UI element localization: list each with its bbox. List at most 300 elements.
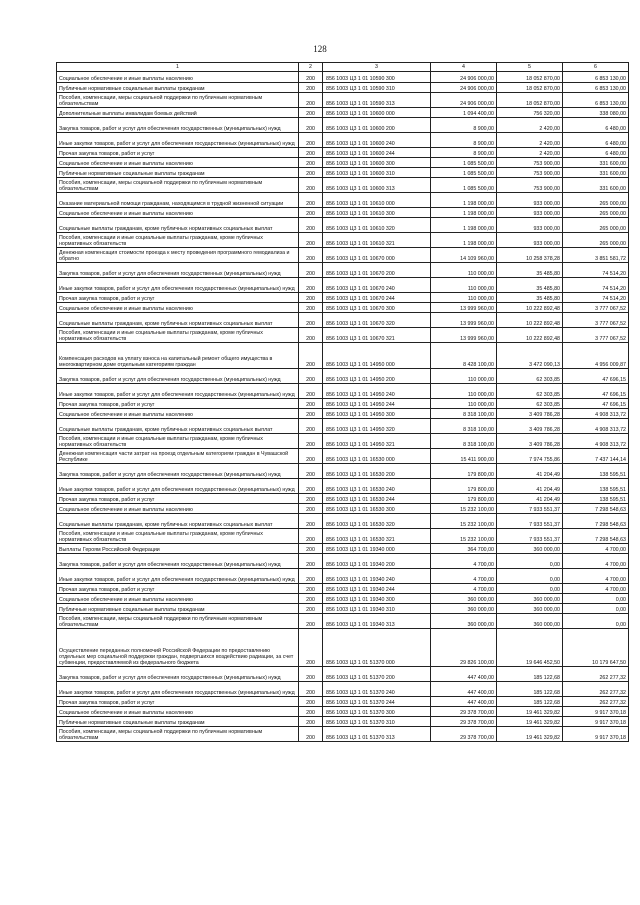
row-kbk-cell: 856 1003 Ц3 1 01 51370 313: [323, 727, 431, 742]
row-executed-cell: 35 485,80: [497, 263, 563, 278]
header-cell: 3: [323, 63, 431, 72]
row-name-cell: Социальное обеспечение и иные выплаты населению: [57, 504, 299, 514]
row-plan-cell: 29 378 700,00: [431, 717, 497, 727]
row-name-cell: Социальное обеспечение и иные выплаты населению: [57, 409, 299, 419]
row-plan-cell: 110 000,00: [431, 293, 497, 303]
table-row: [57, 419, 629, 434]
row-code-cell: 200: [299, 727, 323, 742]
row-name-cell: Осуществление переданных полномочий Российской Федерации по предоставлению отдельных мер социальной поддержки граждан, подвергшихся воздействию радиации, за счет субвенции, предоставляемой из федерального бюджета: [57, 629, 299, 667]
row-plan-cell: 179 800,00: [431, 479, 497, 494]
table-row: [57, 494, 629, 504]
row-remaining-cell: 6 853 130,00: [563, 93, 629, 108]
row-executed-cell: 7 933 551,37: [497, 514, 563, 529]
row-code-cell: 200: [299, 399, 323, 409]
row-plan-cell: 13 999 960,00: [431, 328, 497, 343]
row-executed-cell: 35 485,80: [497, 293, 563, 303]
row-executed-cell: 185 122,68: [497, 697, 563, 707]
row-kbk-cell: 856 1003 Ц3 1 01 10670 321: [323, 328, 431, 343]
row-kbk-cell: 856 1003 Ц3 1 01 10600 313: [323, 178, 431, 193]
row-code-cell: 200: [299, 233, 323, 248]
row-remaining-cell: 74 514,20: [563, 293, 629, 303]
row-remaining-cell: 3 777 067,52: [563, 328, 629, 343]
table-row: [57, 208, 629, 218]
row-kbk-cell: 856 1003 Ц3 1 01 19340 000: [323, 544, 431, 554]
row-plan-cell: 1 198 000,00: [431, 193, 497, 208]
row-kbk-cell: 856 1003 Ц3 1 01 16530 000: [323, 449, 431, 464]
row-remaining-cell: 6 853 130,00: [563, 83, 629, 93]
budget-execution-table: [56, 62, 629, 742]
table-row: [57, 697, 629, 707]
row-code-cell: 200: [299, 594, 323, 604]
row-executed-cell: 3 409 786,28: [497, 409, 563, 419]
row-code-cell: 200: [299, 717, 323, 727]
row-remaining-cell: 262 277,32: [563, 697, 629, 707]
row-kbk-cell: 856 1003 Ц3 1 01 10670 244: [323, 293, 431, 303]
row-kbk-cell: 856 1003 Ц3 1 01 10610 300: [323, 208, 431, 218]
table-row: [57, 313, 629, 328]
row-name-cell: Пособия, компенсации и иные социальные выплаты гражданам, кроме публичных нормативных обязательств: [57, 233, 299, 248]
row-kbk-cell: 856 1003 Ц3 1 01 16530 240: [323, 479, 431, 494]
table-row: [57, 263, 629, 278]
row-code-cell: 200: [299, 148, 323, 158]
row-remaining-cell: 0,00: [563, 614, 629, 629]
row-plan-cell: 360 000,00: [431, 594, 497, 604]
row-plan-cell: 110 000,00: [431, 399, 497, 409]
row-executed-cell: 360 000,00: [497, 614, 563, 629]
table-row: [57, 369, 629, 384]
row-code-cell: 200: [299, 72, 323, 83]
row-code-cell: 200: [299, 629, 323, 667]
row-name-cell: Прочая закупка товаров, работ и услуг: [57, 399, 299, 409]
row-remaining-cell: 331 600,00: [563, 168, 629, 178]
row-kbk-cell: 856 1003 Ц3 1 01 10670 320: [323, 313, 431, 328]
row-code-cell: 200: [299, 494, 323, 504]
row-executed-cell: 7 933 551,37: [497, 529, 563, 544]
row-plan-cell: 110 000,00: [431, 384, 497, 399]
row-plan-cell: 15 232 100,00: [431, 529, 497, 544]
row-remaining-cell: 265 000,00: [563, 208, 629, 218]
row-name-cell: Публичные нормативные социальные выплаты гражданам: [57, 717, 299, 727]
row-remaining-cell: 6 480,00: [563, 118, 629, 133]
table-row: [57, 133, 629, 148]
row-plan-cell: 13 999 960,00: [431, 303, 497, 313]
row-executed-cell: 2 420,00: [497, 133, 563, 148]
row-kbk-cell: 856 1003 Ц3 1 01 10670 300: [323, 303, 431, 313]
table-row: [57, 118, 629, 133]
row-remaining-cell: 4 908 313,72: [563, 419, 629, 434]
row-executed-cell: 360 000,00: [497, 544, 563, 554]
row-plan-cell: 360 000,00: [431, 614, 497, 629]
row-kbk-cell: 856 1003 Ц3 1 01 51370 244: [323, 697, 431, 707]
row-executed-cell: 3 409 786,28: [497, 419, 563, 434]
row-code-cell: 200: [299, 614, 323, 629]
row-remaining-cell: 4 700,00: [563, 569, 629, 584]
row-kbk-cell: 856 1003 Ц3 1 01 10590 300: [323, 72, 431, 83]
row-kbk-cell: 856 1003 Ц3 1 01 10600 300: [323, 158, 431, 168]
row-kbk-cell: 856 1003 Ц3 1 01 10590 310: [323, 83, 431, 93]
row-kbk-cell: 856 1003 Ц3 1 01 51370 240: [323, 682, 431, 697]
row-code-cell: 200: [299, 584, 323, 594]
row-kbk-cell: 856 1003 Ц3 1 01 10600 310: [323, 168, 431, 178]
row-kbk-cell: 856 1003 Ц3 1 01 10670 000: [323, 248, 431, 263]
table-row: [57, 168, 629, 178]
row-plan-cell: 364 700,00: [431, 544, 497, 554]
row-executed-cell: 18 052 870,00: [497, 83, 563, 93]
row-name-cell: Иные закупки товаров, работ и услуг для обеспечения государственных (муниципальных) нужд: [57, 133, 299, 148]
row-executed-cell: 19 461 329,82: [497, 707, 563, 717]
row-kbk-cell: 856 1003 Ц3 1 01 51370 300: [323, 707, 431, 717]
row-name-cell: Дополнительные выплаты инвалидам боевых действий: [57, 108, 299, 118]
row-executed-cell: 0,00: [497, 554, 563, 569]
row-name-cell: Публичные нормативные социальные выплаты гражданам: [57, 83, 299, 93]
row-plan-cell: 4 700,00: [431, 584, 497, 594]
row-remaining-cell: 331 600,00: [563, 178, 629, 193]
row-kbk-cell: 856 1003 Ц3 1 01 19340 310: [323, 604, 431, 614]
row-remaining-cell: 138 595,51: [563, 464, 629, 479]
row-plan-cell: 447 400,00: [431, 667, 497, 682]
row-plan-cell: 179 800,00: [431, 494, 497, 504]
table-row: [57, 604, 629, 614]
row-name-cell: Прочая закупка товаров, работ и услуг: [57, 697, 299, 707]
table-row: [57, 409, 629, 419]
row-name-cell: Пособия, компенсации и иные социальные выплаты гражданам, кроме публичных нормативных обязательств: [57, 328, 299, 343]
table-row: [57, 569, 629, 584]
row-executed-cell: 753 900,00: [497, 178, 563, 193]
row-kbk-cell: 856 1003 Ц3 1 01 10600 240: [323, 133, 431, 148]
row-code-cell: 200: [299, 133, 323, 148]
table-header-row: [57, 63, 629, 72]
row-name-cell: Иные закупки товаров, работ и услуг для обеспечения государственных (муниципальных) нужд: [57, 384, 299, 399]
row-name-cell: Социальные выплаты гражданам, кроме публичных нормативных социальных выплат: [57, 419, 299, 434]
row-remaining-cell: 74 514,20: [563, 263, 629, 278]
row-code-cell: 200: [299, 313, 323, 328]
table-row: [57, 504, 629, 514]
row-plan-cell: 1 198 000,00: [431, 208, 497, 218]
row-remaining-cell: 138 595,51: [563, 494, 629, 504]
row-executed-cell: 10 258 378,28: [497, 248, 563, 263]
row-name-cell: Социальное обеспечение и иные выплаты населению: [57, 208, 299, 218]
row-plan-cell: 447 400,00: [431, 697, 497, 707]
row-code-cell: 200: [299, 544, 323, 554]
row-kbk-cell: 856 1003 Ц3 1 01 51370 200: [323, 667, 431, 682]
row-executed-cell: 19 646 452,50: [497, 629, 563, 667]
table-row: [57, 343, 629, 369]
table-row: [57, 727, 629, 742]
row-name-cell: Пособия, компенсации, меры социальной поддержки по публичным нормативным обязательствам: [57, 727, 299, 742]
row-remaining-cell: 47 696,15: [563, 399, 629, 409]
row-remaining-cell: 6 853 130,00: [563, 72, 629, 83]
row-plan-cell: 8 318 100,00: [431, 419, 497, 434]
table-row: [57, 148, 629, 158]
table-row: [57, 248, 629, 263]
row-executed-cell: 19 461 329,82: [497, 727, 563, 742]
table-row: [57, 682, 629, 697]
row-code-cell: 200: [299, 604, 323, 614]
row-executed-cell: 2 420,00: [497, 118, 563, 133]
table-body: [57, 72, 629, 742]
row-executed-cell: 35 485,80: [497, 278, 563, 293]
table-row: [57, 93, 629, 108]
row-kbk-cell: 856 1003 Ц3 1 01 14950 321: [323, 434, 431, 449]
row-plan-cell: 15 411 900,00: [431, 449, 497, 464]
row-kbk-cell: 856 1003 Ц3 1 01 19340 200: [323, 554, 431, 569]
row-plan-cell: 24 906 000,00: [431, 93, 497, 108]
row-code-cell: 200: [299, 178, 323, 193]
row-kbk-cell: 856 1003 Ц3 1 01 14950 000: [323, 343, 431, 369]
row-remaining-cell: 0,00: [563, 604, 629, 614]
row-name-cell: Денежная компенсация части затрат на проезд отдельным категориям граждан в Чувашской Республике: [57, 449, 299, 464]
row-remaining-cell: 4 908 313,72: [563, 434, 629, 449]
row-code-cell: 200: [299, 707, 323, 717]
row-name-cell: Социальное обеспечение и иные выплаты населению: [57, 594, 299, 604]
row-name-cell: Закупка товаров, работ и услуг для обеспечения государственных (муниципальных) нужд: [57, 464, 299, 479]
row-plan-cell: 179 800,00: [431, 464, 497, 479]
row-name-cell: Пособия, компенсации и иные социальные выплаты гражданам, кроме публичных нормативных обязательств: [57, 434, 299, 449]
row-plan-cell: 8 900,00: [431, 133, 497, 148]
row-executed-cell: 62 303,85: [497, 384, 563, 399]
row-code-cell: 200: [299, 303, 323, 313]
row-remaining-cell: 138 595,51: [563, 479, 629, 494]
row-kbk-cell: 856 1003 Ц3 1 01 51370 310: [323, 717, 431, 727]
row-kbk-cell: 856 1003 Ц3 1 01 10600 200: [323, 118, 431, 133]
row-code-cell: 200: [299, 83, 323, 93]
row-name-cell: Публичные нормативные социальные выплаты гражданам: [57, 604, 299, 614]
row-remaining-cell: 262 277,32: [563, 667, 629, 682]
row-code-cell: 200: [299, 278, 323, 293]
row-code-cell: 200: [299, 697, 323, 707]
row-name-cell: Закупка товаров, работ и услуг для обеспечения государственных (муниципальных) нужд: [57, 554, 299, 569]
row-name-cell: Прочая закупка товаров, работ и услуг: [57, 293, 299, 303]
row-name-cell: Компенсация расходов на уплату взноса на капитальный ремонт общего имущества в многоквартирном доме отдельным категориям граждан: [57, 343, 299, 369]
row-name-cell: Социальные выплаты гражданам, кроме публичных нормативных социальных выплат: [57, 313, 299, 328]
table-row: [57, 193, 629, 208]
table-row: [57, 303, 629, 313]
row-kbk-cell: 856 1003 Ц3 1 01 14950 244: [323, 399, 431, 409]
row-name-cell: Пособия, компенсации, меры социальной поддержки по публичным нормативным обязательствам: [57, 614, 299, 629]
row-name-cell: Закупка товаров, работ и услуг для обеспечения государственных (муниципальных) нужд: [57, 369, 299, 384]
table-row: [57, 629, 629, 667]
row-name-cell: Закупка товаров, работ и услуг для обеспечения государственных (муниципальных) нужд: [57, 263, 299, 278]
row-code-cell: 200: [299, 667, 323, 682]
row-remaining-cell: 9 917 370,18: [563, 717, 629, 727]
row-name-cell: Выплаты Героям Российской Федерации: [57, 544, 299, 554]
table-row: [57, 293, 629, 303]
row-plan-cell: 8 318 100,00: [431, 409, 497, 419]
row-code-cell: 200: [299, 343, 323, 369]
table-row: [57, 717, 629, 727]
row-kbk-cell: 856 1003 Ц3 1 01 14950 320: [323, 419, 431, 434]
table-row: [57, 479, 629, 494]
table-row: [57, 544, 629, 554]
header-cell: 1: [57, 63, 299, 72]
row-executed-cell: 753 900,00: [497, 168, 563, 178]
row-executed-cell: 10 222 892,48: [497, 303, 563, 313]
row-remaining-cell: 10 179 647,50: [563, 629, 629, 667]
row-code-cell: 200: [299, 479, 323, 494]
row-executed-cell: 3 472 090,13: [497, 343, 563, 369]
row-remaining-cell: 0,00: [563, 594, 629, 604]
row-kbk-cell: 856 1003 Ц3 1 01 14950 300: [323, 409, 431, 419]
row-kbk-cell: 856 1003 Ц3 1 01 10600 244: [323, 148, 431, 158]
row-code-cell: 200: [299, 263, 323, 278]
row-executed-cell: 62 303,85: [497, 369, 563, 384]
row-remaining-cell: 7 298 548,63: [563, 514, 629, 529]
row-plan-cell: 4 700,00: [431, 569, 497, 584]
row-name-cell: Социальное обеспечение и иные выплаты населению: [57, 303, 299, 313]
table-row: [57, 554, 629, 569]
row-name-cell: Иные закупки товаров, работ и услуг для обеспечения государственных (муниципальных) нужд: [57, 278, 299, 293]
row-executed-cell: 41 204,49: [497, 479, 563, 494]
row-executed-cell: 933 000,00: [497, 218, 563, 233]
row-code-cell: 200: [299, 248, 323, 263]
row-executed-cell: 18 052 870,00: [497, 93, 563, 108]
row-remaining-cell: 9 917 370,18: [563, 707, 629, 717]
row-code-cell: 200: [299, 218, 323, 233]
table-row: [57, 158, 629, 168]
row-executed-cell: 3 409 786,28: [497, 434, 563, 449]
row-plan-cell: 110 000,00: [431, 278, 497, 293]
row-name-cell: Иные закупки товаров, работ и услуг для обеспечения государственных (муниципальных) нужд: [57, 479, 299, 494]
row-code-cell: 200: [299, 93, 323, 108]
row-code-cell: 200: [299, 464, 323, 479]
row-name-cell: Социальное обеспечение и иные выплаты населению: [57, 707, 299, 717]
row-plan-cell: 15 232 100,00: [431, 504, 497, 514]
table-row: [57, 614, 629, 629]
row-name-cell: Закупка товаров, работ и услуг для обеспечения государственных (муниципальных) нужд: [57, 118, 299, 133]
row-name-cell: Социальное обеспечение и иные выплаты населению: [57, 72, 299, 83]
row-kbk-cell: 856 1003 Ц3 1 01 10670 240: [323, 278, 431, 293]
table-row: [57, 707, 629, 717]
row-kbk-cell: 856 1003 Ц3 1 01 16530 200: [323, 464, 431, 479]
row-code-cell: 200: [299, 293, 323, 303]
row-plan-cell: 13 999 960,00: [431, 313, 497, 328]
row-executed-cell: 2 420,00: [497, 148, 563, 158]
row-executed-cell: 933 000,00: [497, 233, 563, 248]
row-kbk-cell: 856 1003 Ц3 1 01 10600 000: [323, 108, 431, 118]
row-code-cell: 200: [299, 569, 323, 584]
table-row: [57, 83, 629, 93]
row-plan-cell: 8 900,00: [431, 118, 497, 133]
row-code-cell: 200: [299, 384, 323, 399]
row-remaining-cell: 7 298 548,63: [563, 504, 629, 514]
row-plan-cell: 29 378 700,00: [431, 707, 497, 717]
row-plan-cell: 24 906 000,00: [431, 83, 497, 93]
row-remaining-cell: 4 956 009,87: [563, 343, 629, 369]
row-remaining-cell: 6 480,00: [563, 133, 629, 148]
row-executed-cell: 62 303,85: [497, 399, 563, 409]
row-executed-cell: 7 974 755,86: [497, 449, 563, 464]
row-remaining-cell: 7 437 144,14: [563, 449, 629, 464]
row-remaining-cell: 4 700,00: [563, 544, 629, 554]
row-executed-cell: 360 000,00: [497, 604, 563, 614]
table-row: [57, 464, 629, 479]
row-code-cell: 200: [299, 158, 323, 168]
row-name-cell: Социальные выплаты гражданам, кроме публичных нормативных социальных выплат: [57, 218, 299, 233]
row-kbk-cell: 856 1003 Ц3 1 01 19340 240: [323, 569, 431, 584]
row-code-cell: 200: [299, 682, 323, 697]
row-code-cell: 200: [299, 409, 323, 419]
table-row: [57, 233, 629, 248]
row-executed-cell: 185 122,68: [497, 682, 563, 697]
row-plan-cell: 447 400,00: [431, 682, 497, 697]
row-executed-cell: 0,00: [497, 584, 563, 594]
row-plan-cell: 1 085 500,00: [431, 178, 497, 193]
row-kbk-cell: 856 1003 Ц3 1 01 16530 244: [323, 494, 431, 504]
row-code-cell: 200: [299, 529, 323, 544]
row-executed-cell: 41 204,49: [497, 494, 563, 504]
row-plan-cell: 29 826 100,00: [431, 629, 497, 667]
row-remaining-cell: 6 480,00: [563, 148, 629, 158]
row-code-cell: 200: [299, 208, 323, 218]
table-row: [57, 584, 629, 594]
row-kbk-cell: 856 1003 Ц3 1 01 10610 320: [323, 218, 431, 233]
row-code-cell: 200: [299, 449, 323, 464]
row-executed-cell: 933 000,00: [497, 193, 563, 208]
row-remaining-cell: 262 277,32: [563, 682, 629, 697]
row-remaining-cell: 4 700,00: [563, 554, 629, 569]
row-executed-cell: 753 900,00: [497, 158, 563, 168]
row-name-cell: Пособия, компенсации и иные социальные выплаты гражданам, кроме публичных нормативных обязательств: [57, 529, 299, 544]
row-plan-cell: 8 318 100,00: [431, 434, 497, 449]
row-kbk-cell: 856 1003 Ц3 1 01 16530 321: [323, 529, 431, 544]
row-plan-cell: 1 198 000,00: [431, 233, 497, 248]
row-name-cell: Закупка товаров, работ и услуг для обеспечения государственных (муниципальных) нужд: [57, 667, 299, 682]
row-remaining-cell: 9 917 370,18: [563, 727, 629, 742]
row-name-cell: Прочая закупка товаров, работ и услуг: [57, 584, 299, 594]
row-remaining-cell: 3 777 067,52: [563, 313, 629, 328]
row-executed-cell: 10 222 892,48: [497, 328, 563, 343]
table-row: [57, 178, 629, 193]
row-code-cell: 200: [299, 419, 323, 434]
header-cell: 6: [563, 63, 629, 72]
row-remaining-cell: 265 000,00: [563, 233, 629, 248]
table-row: [57, 384, 629, 399]
row-executed-cell: 0,00: [497, 569, 563, 584]
row-remaining-cell: 3 777 067,52: [563, 303, 629, 313]
row-executed-cell: 18 052 870,00: [497, 72, 563, 83]
row-code-cell: 200: [299, 514, 323, 529]
row-plan-cell: 1 085 500,00: [431, 168, 497, 178]
row-kbk-cell: 856 1003 Ц3 1 01 51370 000: [323, 629, 431, 667]
page-number: 128: [313, 44, 327, 54]
table-row: [57, 218, 629, 233]
table-row: [57, 399, 629, 409]
row-name-cell: Пособия, компенсации, меры социальной поддержки по публичным нормативным обязательствам: [57, 178, 299, 193]
row-kbk-cell: 856 1003 Ц3 1 01 10610 321: [323, 233, 431, 248]
row-plan-cell: 8 900,00: [431, 148, 497, 158]
row-kbk-cell: 856 1003 Ц3 1 01 10670 200: [323, 263, 431, 278]
row-name-cell: Прочая закупка товаров, работ и услуг: [57, 494, 299, 504]
row-executed-cell: 41 204,49: [497, 464, 563, 479]
table-row: [57, 328, 629, 343]
row-code-cell: 200: [299, 504, 323, 514]
row-name-cell: Публичные нормативные социальные выплаты гражданам: [57, 168, 299, 178]
row-executed-cell: 933 000,00: [497, 208, 563, 218]
header-cell: 5: [497, 63, 563, 72]
row-name-cell: Социальное обеспечение и иные выплаты населению: [57, 158, 299, 168]
row-remaining-cell: 47 696,15: [563, 384, 629, 399]
row-executed-cell: 185 122,68: [497, 667, 563, 682]
header-cell: 4: [431, 63, 497, 72]
row-code-cell: 200: [299, 118, 323, 133]
row-code-cell: 200: [299, 108, 323, 118]
row-kbk-cell: 856 1003 Ц3 1 01 14950 200: [323, 369, 431, 384]
row-plan-cell: 15 232 100,00: [431, 514, 497, 529]
row-kbk-cell: 856 1003 Ц3 1 01 19340 300: [323, 594, 431, 604]
row-remaining-cell: 7 298 548,63: [563, 529, 629, 544]
row-plan-cell: 14 109 960,00: [431, 248, 497, 263]
row-kbk-cell: 856 1003 Ц3 1 01 14950 240: [323, 384, 431, 399]
